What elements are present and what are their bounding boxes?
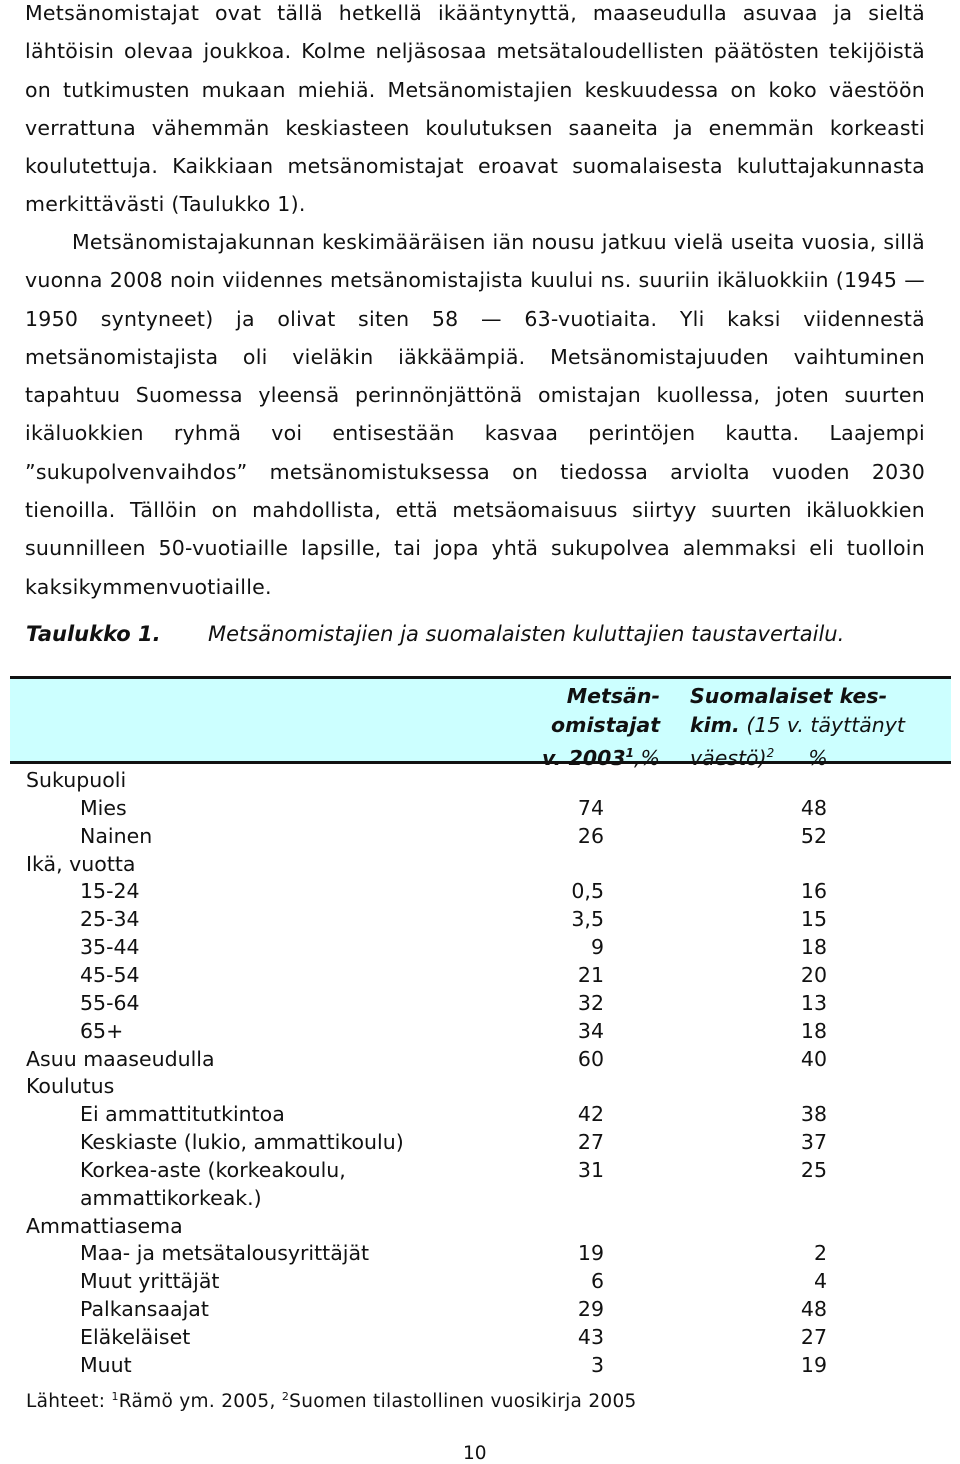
column-header-finnish-consumers <box>690 682 950 772</box>
row-value-consumers: 19 <box>800 1352 827 1377</box>
row-label: Mies <box>80 795 127 820</box>
table-row <box>0 766 960 794</box>
row-value-consumers: 48 <box>800 1297 827 1322</box>
footer-prefix: Lähteet: <box>26 1391 112 1413</box>
row-value-forest-owners: 32 <box>577 990 604 1015</box>
row-value-consumers: 16 <box>800 879 827 904</box>
paragraph-2 <box>25 223 925 606</box>
row-label: 45-54 <box>80 962 140 987</box>
row-value-forest-owners: 26 <box>577 823 604 848</box>
row-value-forest-owners: 3 <box>590 1352 604 1377</box>
page-number: 10 <box>463 1443 487 1464</box>
header2-line3: väestö) <box>690 745 767 770</box>
paragraph-1 <box>25 0 925 224</box>
row-label: 25-34 <box>80 907 140 932</box>
row-value-consumers: 37 <box>800 1130 827 1155</box>
table-row <box>0 1100 960 1128</box>
table-row <box>0 989 960 1017</box>
table-row <box>0 1184 960 1212</box>
header2-line2a: kim. <box>690 712 740 737</box>
table-row <box>0 1351 960 1379</box>
row-label: 65+ <box>80 1018 124 1043</box>
row-value-forest-owners: 42 <box>577 1102 604 1127</box>
row-label: 55-64 <box>80 990 140 1015</box>
row-value-forest-owners: 0,5 <box>571 879 604 904</box>
row-label: Korkea-aste (korkeakoulu, <box>80 1157 346 1182</box>
column-header-forest-owners <box>480 682 660 772</box>
row-label: Ikä, vuotta <box>26 851 136 876</box>
row-label: Ammattiasema <box>26 1213 183 1238</box>
header1-line2: omistajat <box>551 712 660 737</box>
row-label: 15-24 <box>80 879 140 904</box>
row-label: Asuu maaseudulla <box>26 1046 215 1071</box>
row-value-consumers: 15 <box>800 907 827 932</box>
table-row <box>0 1128 960 1156</box>
row-value-forest-owners: 34 <box>577 1018 604 1043</box>
row-value-consumers: 40 <box>800 1046 827 1071</box>
table-row <box>0 1323 960 1351</box>
row-label: 35-44 <box>80 935 140 960</box>
row-value-forest-owners: 21 <box>577 962 604 987</box>
row-value-consumers: 25 <box>800 1157 827 1182</box>
table-caption-label: Taulukko 1. <box>26 622 161 646</box>
footer-source2: Suomen tilastollinen vuosikirja 2005 <box>289 1391 637 1413</box>
header2-sup: 2 <box>766 746 775 760</box>
table-row <box>0 933 960 961</box>
header2-line2b: (15 v. täyttänyt <box>739 712 905 737</box>
row-value-consumers: 20 <box>800 962 827 987</box>
table-row <box>0 794 960 822</box>
row-label: ammattikorkeak.) <box>80 1185 262 1210</box>
header1-unit: ,% <box>634 745 660 770</box>
footer-sup1: 1 <box>111 1390 119 1403</box>
row-value-forest-owners: 9 <box>590 935 604 960</box>
row-label: Palkansaajat <box>80 1297 209 1322</box>
row-value-consumers: 13 <box>800 990 827 1015</box>
header1-sup: 1 <box>625 746 634 760</box>
table-row <box>0 905 960 933</box>
row-value-forest-owners: 29 <box>577 1297 604 1322</box>
row-value-forest-owners: 3,5 <box>571 907 604 932</box>
table-row <box>0 822 960 850</box>
table-caption-text: Metsänomistajien ja suomalaisten kuluttajien taustavertailu. <box>208 622 845 646</box>
row-value-forest-owners: 60 <box>577 1046 604 1071</box>
row-label: Nainen <box>80 823 153 848</box>
row-label: Sukupuoli <box>26 768 127 792</box>
paragraph-2-text: Metsänomistajakunnan keskimääräisen iän nousu jatkuu vielä useita vuosia, sillä vuonna 2008 noin viidennes metsänomistajista kuului ns. suuriin ikäluokkiin (1945 — 1950 syntyneet) ja olivat siten 58 — 63-vuotiaita. Yli kaksi viidennestä metsänomistajista oli vieläkin iäkkäämpiä. Metsänomistajuuden vaihtuminen tapahtuu Suomessa yleensä perinnönjättönä omistajan kuollessa, joten suurten ikäluokkien ryhmä voi entisestään kasvaa perintöjen kautta. Laajempi ”sukupolvenvaihdos” metsänomistuksessa on tiedossa arviolta vuoden 2030 tienoilla. Tällöin on mahdollista, että metsäomaisuus siirtyy suurten ikäluokkien suunnilleen 50-vuotiaille lapsille, tai jopa yhtä sukupolvea alemmaksi eli tuolloin kaksikymmenvuotiaille. <box>25 230 925 599</box>
row-label: Eläkeläiset <box>80 1325 191 1349</box>
table-row <box>0 1239 960 1267</box>
row-label: Maa- ja metsätalousyrittäjät <box>80 1241 370 1266</box>
paragraph-1-text: Metsänomistajat ovat tällä hetkellä ikääntynyttä, maaseudulla asuvaa ja sieltä lähtöisin olevaa joukkoa. Kolme neljäsosaa metsätaloudellisten päätösten tekijöistä on tutkimusten mukaan miehiä. Metsänomistajien keskuudessa on koko väestöön verrattuna vähemmän keskiasteen koulutuksen saaneita ja enemmän korkeasti koulutettuja. Kaikkiaan metsänomistajat eroavat suomalaisesta kuluttajakunnasta merkittävästi (Taulukko 1). <box>25 1 925 217</box>
row-value-forest-owners: 31 <box>577 1157 604 1182</box>
table-row <box>0 961 960 989</box>
row-value-forest-owners: 74 <box>577 795 604 820</box>
table-footer-sources <box>26 1390 637 1412</box>
row-value-forest-owners: 27 <box>577 1130 604 1155</box>
table-row <box>0 1267 960 1295</box>
row-label: Ei ammattitutkintoa <box>80 1102 285 1127</box>
row-value-forest-owners: 19 <box>577 1241 604 1266</box>
header2-unit: % <box>808 745 828 770</box>
header1-line1: Metsän- <box>566 684 660 708</box>
row-value-consumers: 52 <box>800 823 827 848</box>
footer-source1: Rämö ym. 2005, <box>118 1391 282 1413</box>
footer-sup2: 2 <box>281 1390 290 1403</box>
row-label: Muut yrittäjät <box>80 1269 220 1294</box>
row-label: Muut <box>80 1352 132 1377</box>
header1-line3: v. 2003 <box>541 745 626 770</box>
row-value-consumers: 18 <box>800 1018 827 1043</box>
row-value-consumers: 48 <box>800 795 827 820</box>
table-row <box>0 1156 960 1184</box>
table-row <box>0 1072 960 1100</box>
row-label: Koulutus <box>26 1074 115 1099</box>
row-value-consumers: 27 <box>800 1325 827 1349</box>
table-row <box>0 1295 960 1323</box>
header2-line1: Suomalaiset kes- <box>690 684 888 708</box>
table-row <box>0 1017 960 1045</box>
table-row <box>0 1045 960 1073</box>
row-value-consumers: 18 <box>800 935 827 960</box>
row-label: Keskiaste (lukio, ammattikoulu) <box>80 1130 404 1155</box>
table-row <box>0 877 960 905</box>
row-value-consumers: 38 <box>800 1102 827 1127</box>
table-row <box>0 1212 960 1240</box>
table-caption <box>26 622 844 646</box>
row-value-forest-owners: 43 <box>577 1325 604 1349</box>
row-value-consumers: 4 <box>813 1269 827 1294</box>
row-value-forest-owners: 6 <box>590 1269 604 1294</box>
row-value-consumers: 2 <box>813 1241 827 1266</box>
table-row <box>0 850 960 878</box>
